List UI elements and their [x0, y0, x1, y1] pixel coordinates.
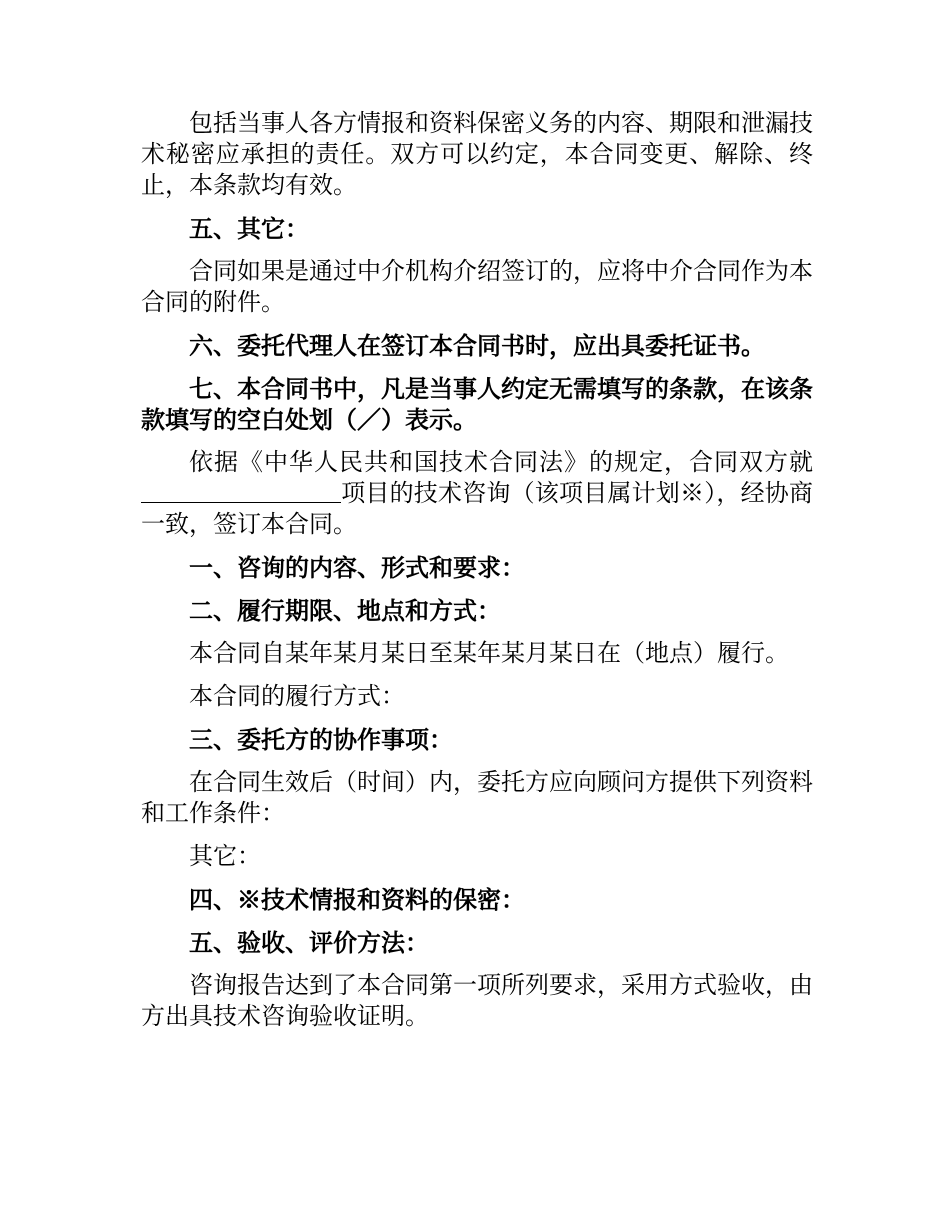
intermediary-clause-text: 合同如果是通过中介机构介绍签订的，应将中介合同作为本合同的附件。	[141, 257, 813, 316]
section-heading-acceptance: 五、验收、评价方法：	[189, 928, 429, 957]
other-text: 其它：	[189, 842, 261, 870]
client-materials-text: 在合同生效后（时间）内，委托方应向顾问方提供下列资料和工作条件：	[141, 768, 813, 827]
consult-intro-after: 项目的技术咨询（该项目属计划※），经协商一致，签订本合同。	[141, 479, 813, 538]
section-heading-confidentiality: 四、※技术情报和资料的保密：	[189, 885, 525, 914]
confidentiality-clause-text: 包括当事人各方情报和资料保密义务的内容、期限和泄漏技术秘密应承担的责任。双方可以约定，本合同变更、解除、终止，本条款均有效。	[141, 109, 813, 199]
section-heading-agent-certificate: 六、委托代理人在签订本合同书时，应出具委托证书。	[189, 331, 765, 360]
performance-method-text: 本合同的履行方式：	[189, 682, 405, 710]
section-heading-performance-terms: 二、履行期限、地点和方式：	[189, 596, 501, 625]
section-heading-blank-clauses: 七、本合同书中，凡是当事人约定无需填写的条款，在该条款填写的空白处划（／）表示。	[141, 374, 813, 434]
project-name-blank	[141, 478, 341, 503]
section-heading-consult-content: 一、咨询的内容、形式和要求：	[189, 553, 525, 582]
document-page	[141, 108, 813, 1044]
performance-period-text: 本合同自某年某月某日至某年某月某日在（地点）履行。	[189, 639, 789, 667]
section-heading-other: 五、其它：	[189, 214, 309, 243]
section-heading-client-cooperation: 三、委托方的协作事项：	[189, 725, 453, 754]
acceptance-text: 咨询报告达到了本合同第一项所列要求，采用方式验收，由方出具技术咨询验收证明。	[141, 971, 813, 1030]
consult-intro-paragraph	[141, 447, 813, 540]
consult-intro-before: 依据《中华人民共和国技术合同法》的规定，合同双方就	[189, 448, 813, 476]
